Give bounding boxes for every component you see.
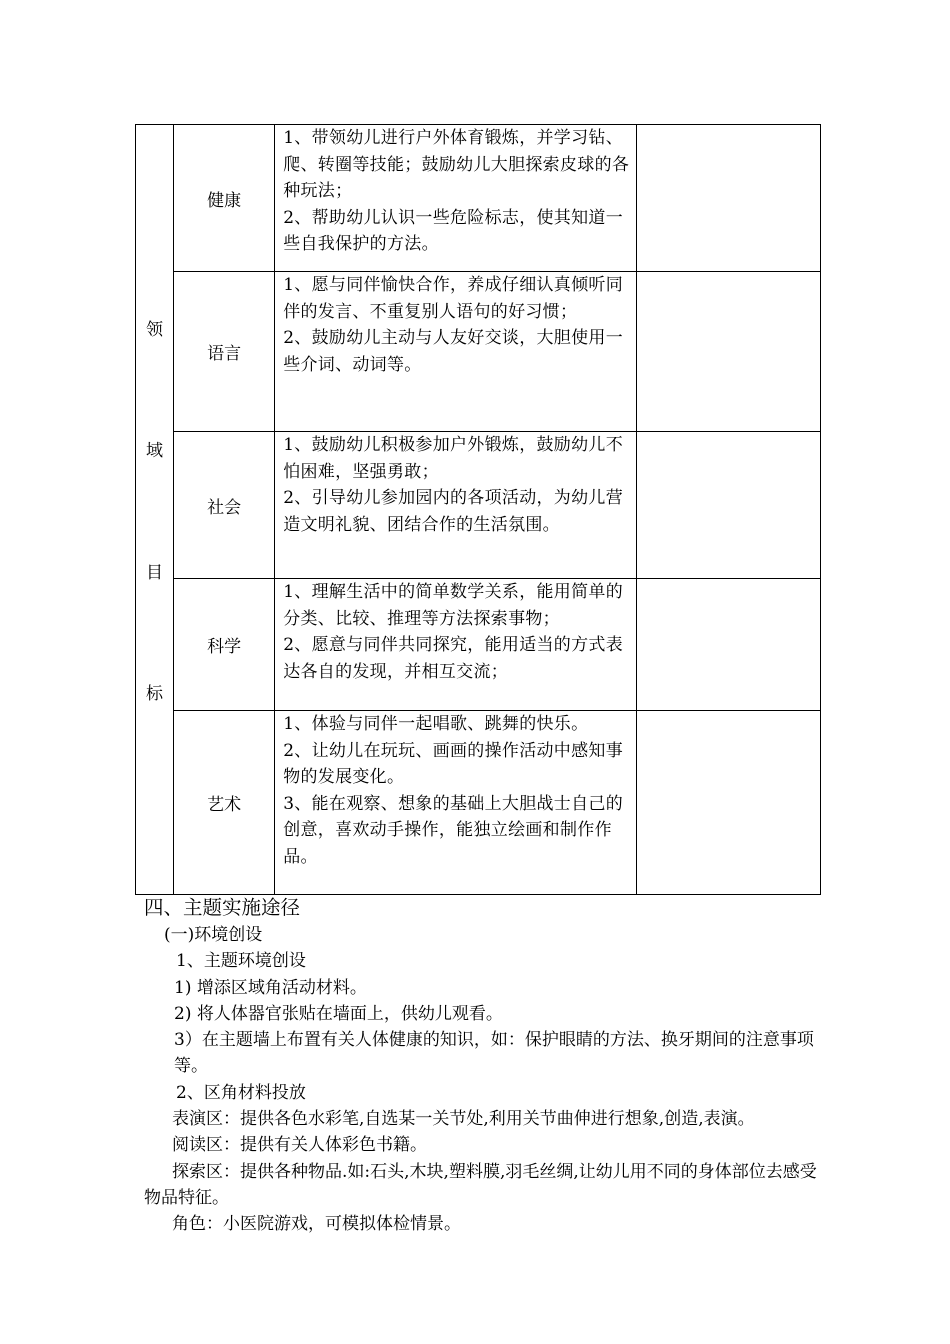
side-char: 目	[146, 562, 164, 583]
goal-line: 2、引导幼儿参加园内的各项活动，为幼儿营造文明礼貌、团结合作的生活氛围。	[283, 488, 624, 535]
goal-line: 1、带领幼儿进行户外体育锻炼，并学习钻、爬、转圈等技能；鼓励幼儿大胆探索皮球的各种玩法；	[283, 128, 630, 201]
area-read: 阅读区：提供有关人体彩色书籍。	[172, 1135, 427, 1156]
area-explore: 探索区：提供各种物品.如:石头,木块,塑料膜,羽毛丝绸,让幼儿用不同的身体部位去感受物品特征。	[144, 1161, 817, 1208]
domain-cell-language: 语言	[174, 272, 275, 432]
content-cell-language	[275, 272, 637, 432]
blank-cell	[636, 711, 820, 895]
list-item: 2) 将人体器官张贴在墙面上，供幼儿观看。	[174, 1003, 503, 1024]
domain-cell-art: 艺术	[174, 711, 275, 895]
table-row	[136, 125, 821, 272]
goal-line: 2、让幼儿在玩玩、画画的操作活动中感知事物的发展变化。	[283, 740, 624, 787]
section-heading: 四、主题实施途径	[144, 896, 301, 919]
goal-line: 3、能在观察、想象的基础上大胆战士自己的创意，喜欢动手操作，能独立绘画和制作作品。	[283, 793, 624, 867]
table-row	[136, 579, 821, 711]
list-item: 1) 增添区域角活动材料。	[174, 977, 367, 998]
goal-line: 2、鼓励幼儿主动与人友好交谈，大胆使用一些介词、动词等。	[283, 328, 624, 375]
goal-line: 2、帮助幼儿认识一些危险标志，使其知道一些自我保护的方法。	[283, 207, 624, 254]
domain-goals-table	[135, 124, 821, 895]
blank-cell	[636, 579, 820, 711]
area-role: 角色：小医院游戏，可模拟体检情景。	[172, 1214, 461, 1235]
content-cell-art	[275, 711, 637, 895]
subsection-title: (一)环境创设	[164, 925, 263, 945]
goal-line: 1、体验与同伴一起唱歌、跳舞的快乐。	[283, 714, 589, 734]
side-label	[136, 315, 173, 705]
side-label-cell	[136, 125, 174, 895]
table-row	[136, 432, 821, 579]
side-char: 标	[146, 684, 164, 705]
content-cell-health	[275, 125, 637, 272]
list-item: 1、主题环境创设	[176, 951, 306, 972]
side-char: 域	[146, 441, 164, 462]
list-item: 2、区角材料投放	[176, 1082, 306, 1103]
goal-line: 1、愿与同伴愉快合作，养成仔细认真倾听同伴的发言、不重复别人语句的好习惯；	[283, 275, 624, 322]
area-perform: 表演区：提供各色水彩笔,自选某一关节处,利用关节曲伸进行想象,创造,表演。	[172, 1109, 755, 1130]
goal-line: 2、愿意与同伴共同探究，能用适当的方式表达各自的发现，并相互交流；	[283, 635, 624, 682]
side-char: 领	[146, 319, 164, 340]
goal-line: 1、理解生活中的简单数学关系，能用简单的分类、比较、推理等方法探索事物；	[283, 582, 624, 629]
table-row	[136, 272, 821, 432]
list-item: 3）在主题墙上布置有关人体健康的知识，如：保护眼睛的方法、换牙期间的注意事项等。	[174, 1030, 814, 1077]
blank-cell	[636, 272, 820, 432]
domain-cell-science: 科学	[174, 579, 275, 711]
blank-cell	[636, 125, 820, 272]
goal-line: 1、鼓励幼儿积极参加户外锻炼，鼓励幼儿不怕困难，坚强勇敢；	[283, 435, 624, 482]
content-cell-society	[275, 432, 637, 579]
domain-cell-society: 社会	[174, 432, 275, 579]
blank-cell	[636, 432, 820, 579]
domain-cell-health: 健康	[174, 125, 275, 272]
implementation-section	[144, 894, 824, 1238]
table-row	[136, 711, 821, 895]
content-cell-science	[275, 579, 637, 711]
